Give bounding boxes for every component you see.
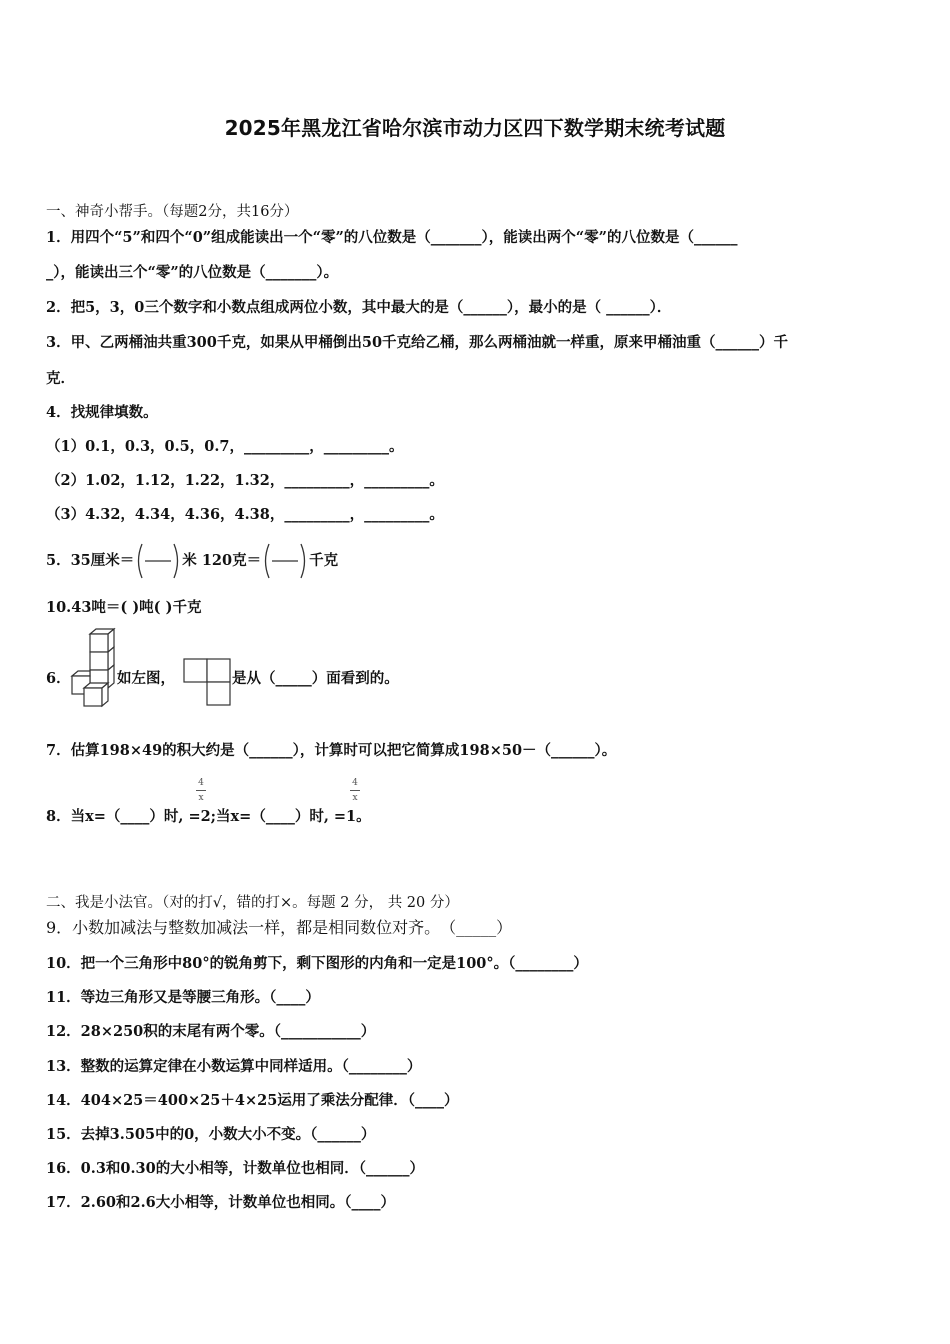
fraction-denominator: x [352,793,358,803]
question-14: 14．404×25＝400×25＋4×25运用了乘法分配律．（____） [46,1092,459,1109]
fraction-4-over-x-2 [350,778,360,803]
question-6-middle: 如左图， [117,670,175,687]
question-3-line-2: 克． [46,370,75,387]
page-title: 2025年黑龙江省哈尔滨市动力区四下数学期末统考试题 [224,116,726,140]
question-12: 12．28×250积的末尾有两个零。（___________） [46,1023,376,1040]
fraction-numerator: 4 [198,778,204,788]
question-15: 15．去掉3.505中的0，小数大小不变。（______） [46,1126,376,1143]
question-1-line-2: _），能读出三个“零”的八位数是（_______）。 [46,264,339,281]
question-1-line-1: 1．用四个“5”和四个“0”组成能读出一个“零”的八位数是（_______），能读出两个“零”的八位数是（______ [46,229,738,246]
question-17: 17．2.60和2.6大小相等，计数单位也相同。（____） [46,1194,395,1211]
fraction-blank-1 [134,541,182,581]
fraction-numerator: 4 [352,778,358,788]
section-2-heading: 二、我是小法官。（对的打√，错的打×。每题 2 分， 共 20 分） [46,895,459,911]
question-4-part-1: （1）0.1，0.3，0.5，0.7，_________，_________。 [46,438,404,455]
question-3-line-1: 3．甲、乙两桶油共重300千克，如果从甲桶倒出50千克给乙桶，那么两桶油就一样重，原来甲桶油重（______）千 [46,334,789,351]
question-4-part-3: （3）4.32，4.34，4.36，4.38，_________，_________。 [46,506,444,523]
question-16: 16．0.3和0.30的大小相等，计数单位也相同．（______） [46,1160,424,1177]
question-6-number: 6． [46,670,71,687]
fraction-4-over-x-1 [196,778,206,803]
question-9: 9．小数加减法与整数加减法一样，都是相同数位对齐。 （_____） [46,918,513,937]
question-4: 4．找规律填数。 [46,404,158,421]
question-8-part-c: =1。 [333,808,371,825]
section-1-heading: 一、神奇小帮手。（每题2分，共16分） [46,204,299,220]
question-11: 11．等边三角形又是等腰三角形。（____） [46,989,320,1006]
question-6-suffix: 是从（_____）面看到的。 [232,670,399,687]
view-grid-figure [183,658,231,706]
question-4-part-2: （2）1.02，1.12，1.22，1.32，_________，_________。 [46,472,444,489]
question-10: 10．把一个三角形中80°的锐角剪下，剩下图形的内角和一定是100°。（________） [46,955,588,972]
question-8-part-b: =2;当x=（____）时, [188,808,329,825]
question-5 [46,541,338,581]
question-2: 2．把5，3，0三个数字和小数点组成两位小数，其中最大的是（______），最小的是（ ______）． [46,299,672,316]
question-8-part-a: 8．当x=（____）时, [46,808,184,825]
question-5-suffix: 千克 [309,552,339,569]
question-5-middle: 米 120克＝ [182,552,262,569]
question-13: 13．整数的运算定律在小数运算中同样适用。（________） [46,1058,422,1075]
fraction-blank-2 [261,541,309,581]
question-8 [46,807,371,827]
question-5-prefix: 5．35厘米＝ [46,552,135,569]
question-7: 7．估算198×49的积大约是（______），计算时可以把它简算成198×50－（______）。 [46,742,617,759]
fraction-denominator: x [198,793,204,803]
cube-stack-figure [68,626,118,708]
question-5b: 10.43吨＝( )吨( )千克 [46,599,202,616]
